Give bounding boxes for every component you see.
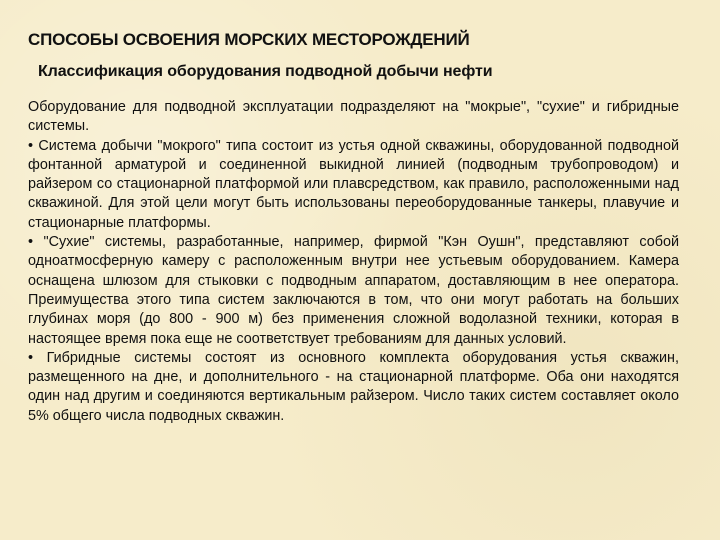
- wet-system-paragraph: • Система добычи "мокрого" типа состоит из устья одной скважины, оборудованной подводной фонтанной арматурой и соединенной выкидной линией (подводным трубопроводом) и райзером со стационарной платформой или плавсредством, как правило, расположенными над скважиной. Для этой цели могут быть использованы переоборудованные танкеры, плавучие и стационарные платформы.: [28, 137, 679, 233]
- hybrid-system-paragraph: • Гибридные системы состоят из основного комплекта оборудования устья скважин, размещенного на дне, и дополнительного - на стационарной платформе. Оба они находятся один над другим и соединяются вертикальным райзером. Число таких систем составляет около 5% общего числа подводных скважин.: [28, 349, 679, 426]
- slide-body: [28, 98, 679, 426]
- slide-subtitle: Классификация оборудования подводной добычи нефти: [38, 63, 493, 80]
- dry-system-paragraph: • "Сухие" системы, разработанные, например, фирмой "Кэн Оушн", представляют собой одноатмосферную камеру с расположенным внутри нее устьевым оборудованием. Камера оснащена шлюзом для стыковки с подводным аппаратом, доставляющим в нее оператора. Преимущества этого типа систем заключаются в том, что они могут работать на больших глубинах моря (до 800 - 900 м) без применения сложной водолазной техники, которая в настоящее время пока еще не соответствует требованиям для данных условий.: [28, 233, 679, 349]
- slide-title: СПОСОБЫ ОСВОЕНИЯ МОРСКИХ МЕСТОРОЖДЕНИЙ: [28, 30, 470, 49]
- intro-paragraph: Оборудование для подводной эксплуатации подразделяют на "мокрые", "сухие" и гибридные системы.: [28, 99, 679, 135]
